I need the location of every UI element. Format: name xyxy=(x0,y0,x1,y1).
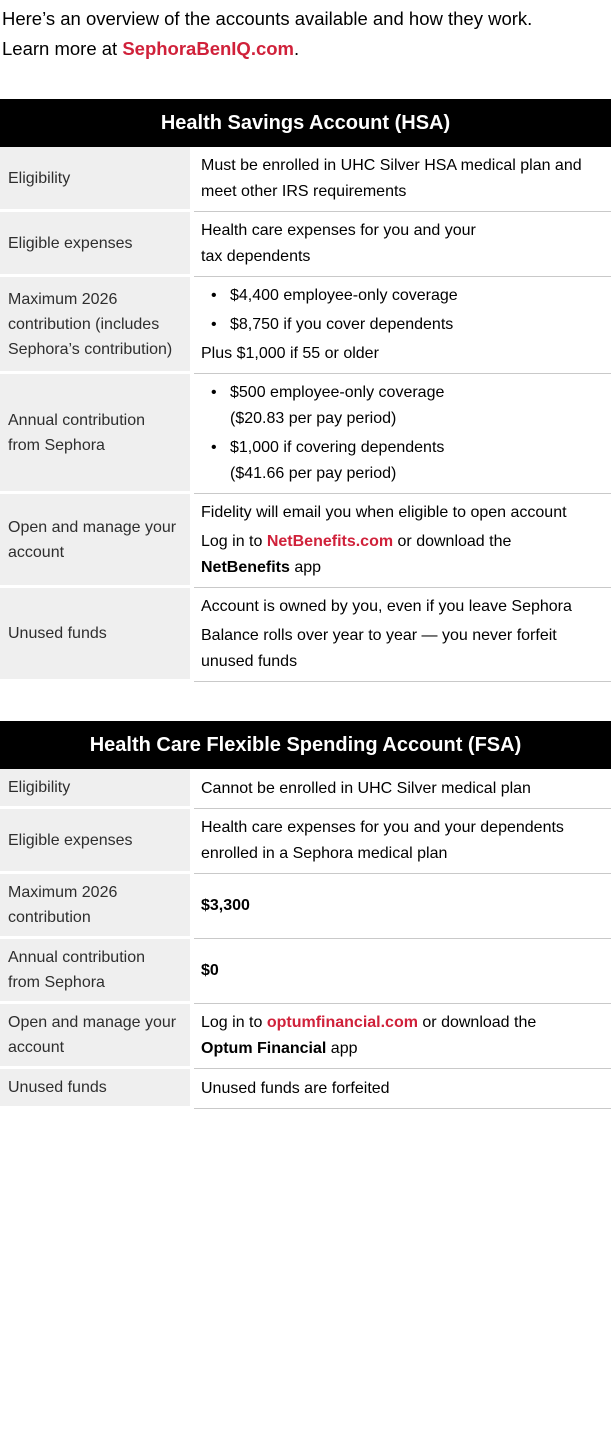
text-segment: $4,400 employee-only coverage xyxy=(230,287,458,304)
row-content xyxy=(194,212,611,277)
row-label-text: Maximum 2026 contribution (includes Sephora’s contribution) xyxy=(8,290,173,358)
text-segment: Account is owned by you, even if you leave Sephora xyxy=(201,598,572,615)
row-label-text: Eligible expenses xyxy=(8,234,133,252)
row-label-text: Unused funds xyxy=(8,1079,107,1096)
row-content xyxy=(194,494,611,588)
bullet-item xyxy=(201,435,603,487)
text-segment: tax dependents xyxy=(201,248,311,265)
paragraph xyxy=(201,341,603,367)
intro-text xyxy=(2,4,611,64)
row-label-text: Eligible expenses xyxy=(8,831,133,849)
row-label-text: Open and manage your account xyxy=(8,518,177,561)
table-row xyxy=(0,147,611,212)
paragraph xyxy=(201,529,603,581)
text-segment: Must be enrolled in UHC Silver HSA medical plan and meet other IRS requirements xyxy=(201,157,582,200)
page xyxy=(0,4,611,1109)
text-segment: Fidelity will email you when eligible to open account xyxy=(201,504,567,521)
row-label-text: Annual contribution from Sephora xyxy=(8,411,145,454)
row-content xyxy=(194,874,611,939)
text-segment: Learn more at xyxy=(2,38,123,59)
text-segment: Here’s an overview of the accounts available and how they work. xyxy=(2,8,533,29)
row-content xyxy=(194,939,611,1004)
table-row xyxy=(0,494,611,588)
fsa-table-title: Health Care Flexible Spending Account (FSA) xyxy=(0,721,611,769)
fsa-table xyxy=(0,721,611,1109)
text-segment: $500 employee-only coverage xyxy=(230,384,445,401)
row-content xyxy=(194,1069,611,1109)
paragraph xyxy=(201,776,603,802)
paragraph xyxy=(201,218,603,270)
row-label xyxy=(0,588,190,682)
text-segment: $3,300 xyxy=(201,897,250,914)
row-content xyxy=(194,374,611,494)
bullet-text xyxy=(230,312,603,338)
bullet-item xyxy=(201,283,603,309)
row-label xyxy=(0,147,190,212)
table-row xyxy=(0,1069,611,1109)
row-label-text: Eligibility xyxy=(8,169,71,187)
bullet-icon: • xyxy=(211,287,217,304)
inline-link[interactable]: optumfinancial.com xyxy=(266,1014,418,1031)
row-label-text: Unused funds xyxy=(8,625,107,642)
bullet-icon: • xyxy=(211,384,217,401)
row-label xyxy=(0,277,190,374)
paragraph xyxy=(201,958,603,984)
row-label xyxy=(0,809,190,874)
row-label-text: Eligibility xyxy=(8,779,71,796)
table-row xyxy=(0,277,611,374)
bullet-text xyxy=(230,283,603,309)
row-content xyxy=(194,147,611,212)
paragraph xyxy=(201,153,603,205)
fsa-table-rows xyxy=(0,769,611,1109)
row-label-text: Annual contribution from Sephora xyxy=(8,949,145,991)
text-segment: app xyxy=(289,559,322,576)
text-segment: Balance rolls over year to year — you never forfeit unused funds xyxy=(201,627,557,670)
table-row xyxy=(0,939,611,1004)
bullet-text xyxy=(230,380,603,432)
inline-link[interactable]: SephoraBenIQ.com xyxy=(122,38,295,59)
text-segment: Health care expenses for you and your dependents enrolled in a Sephora medical plan xyxy=(201,819,564,862)
text-segment: Log in to xyxy=(201,1014,267,1031)
inline-link[interactable]: NetBenefits.com xyxy=(266,533,394,550)
text-segment: Plus $1,000 if 55 or older xyxy=(201,345,379,362)
table-row xyxy=(0,374,611,494)
row-label xyxy=(0,494,190,588)
table-row xyxy=(0,769,611,809)
table-row xyxy=(0,588,611,682)
text-segment: or download the xyxy=(393,533,512,550)
bullet-text xyxy=(230,435,603,487)
text-segment: Health care expenses for you and your xyxy=(201,222,476,239)
text-segment: $0 xyxy=(201,962,219,979)
table-row xyxy=(0,1004,611,1069)
row-label-text: Maximum 2026 contribution xyxy=(8,884,118,926)
text-segment: $8,750 if you cover dependents xyxy=(230,316,454,333)
paragraph xyxy=(201,500,603,526)
row-label xyxy=(0,212,190,277)
row-content xyxy=(194,277,611,374)
paragraph xyxy=(201,623,603,675)
paragraph xyxy=(201,1010,603,1062)
hsa-table xyxy=(0,99,611,682)
row-content xyxy=(194,769,611,809)
paragraph xyxy=(201,815,603,867)
text-segment: Optum Financial xyxy=(201,1040,327,1057)
text-segment: ($41.66 per pay period) xyxy=(230,465,397,482)
row-label-text: Open and manage your account xyxy=(8,1014,177,1056)
text-segment: NetBenefits xyxy=(201,559,290,576)
row-label xyxy=(0,939,190,1004)
row-label xyxy=(0,374,190,494)
hsa-table-rows xyxy=(0,147,611,682)
row-label xyxy=(0,1004,190,1069)
text-segment: or download the xyxy=(417,1014,537,1031)
row-label xyxy=(0,874,190,939)
bullet-item xyxy=(201,312,603,338)
table-row xyxy=(0,809,611,874)
paragraph xyxy=(201,594,603,620)
hsa-table-title: Health Savings Account (HSA) xyxy=(0,99,611,147)
text-segment: Unused funds are forfeited xyxy=(201,1079,390,1097)
bullet-icon: • xyxy=(211,316,217,333)
text-segment: . xyxy=(294,38,300,59)
table-row xyxy=(0,874,611,939)
text-segment: ($20.83 per pay period) xyxy=(230,410,397,427)
row-content xyxy=(194,809,611,874)
row-label xyxy=(0,1069,190,1109)
text-segment: app xyxy=(326,1040,358,1057)
row-label xyxy=(0,769,190,809)
bullet-item xyxy=(201,380,603,432)
row-content xyxy=(194,1004,611,1069)
text-segment: Log in to xyxy=(201,533,267,550)
table-row xyxy=(0,212,611,277)
text-segment: Cannot be enrolled in UHC Silver medical plan xyxy=(201,779,531,797)
bullet-icon: • xyxy=(211,439,217,456)
text-segment: $1,000 if covering dependents xyxy=(230,439,445,456)
paragraph xyxy=(201,1076,603,1102)
paragraph xyxy=(201,893,603,919)
row-content xyxy=(194,588,611,682)
